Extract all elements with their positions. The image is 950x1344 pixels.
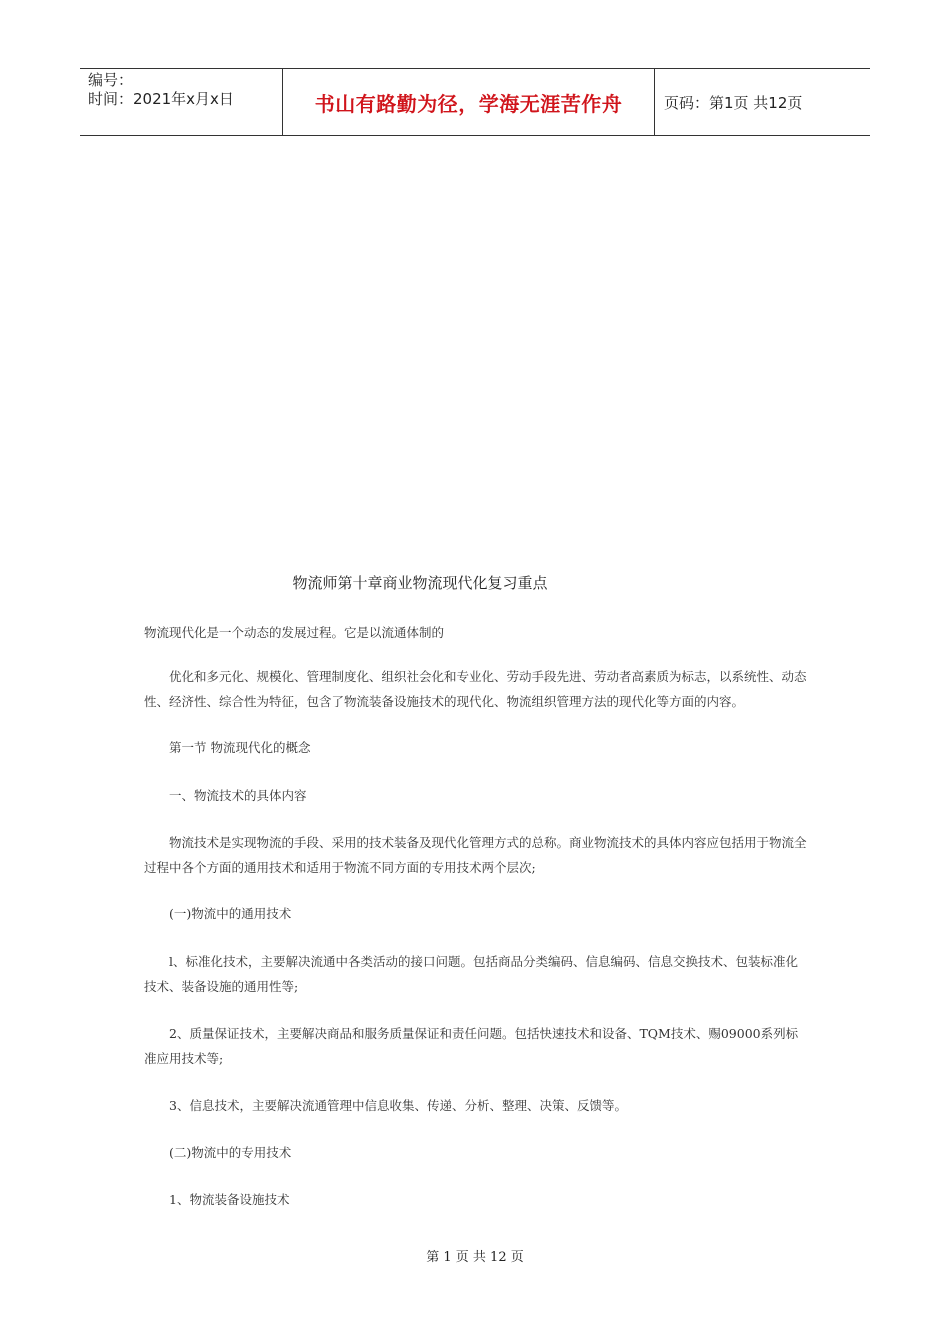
list-item-information: 3、信息技术，主要解决流通管理中信息收集、传递、分析、整理、决策、反馈等。: [169, 1098, 627, 1113]
document-title: 物流师第十章商业物流现代化复习重点: [292, 574, 548, 592]
date-label: 时间：2021年x月x日: [88, 90, 234, 108]
paragraph-logistics-technology: 物流技术是实现物流的手段、采用的技术装备及现代化管理方式的总称。商业物流技术的具体内容应包括用于物流全过程中各个方面的通用技术和适用于物流不同方面的专用技术两个层次;: [144, 835, 807, 875]
list-item-equipment: 1、物流装备设施技术: [169, 1192, 290, 1207]
paragraph-modernization-features: 优化和多元化、规模化、管理制度化、组织社会化和专业化、劳动手段先进、劳动者高素质为标志，以系统性、动态性、经济性、综合性为特征，包含了物流装备设施技术的现代化、物流组织管理方法的现代化等方面的内容。: [144, 669, 807, 709]
subsection-heading-special: (二)物流中的专用技术: [169, 1145, 292, 1160]
section-heading-1: 第一节 物流现代化的概念: [169, 740, 311, 755]
header-page-info: 页码：第1页 共12页: [664, 93, 803, 112]
motto-text: 书山有路勤为径，学海无涯苦作舟: [314, 91, 623, 116]
list-item-standardization: l、标准化技术，主要解决流通中各类活动的接口问题。包括商品分类编码、信息编码、信息交换技术、包装标准化技术、装备设施的通用性等;: [144, 954, 799, 994]
subsection-heading-1: 一、物流技术的具体内容: [169, 788, 307, 803]
subsection-heading-general: (一)物流中的通用技术: [169, 906, 292, 921]
page-footer: 第 1 页 共 12 页: [426, 1250, 524, 1265]
header-page-cell: [655, 69, 870, 135]
paragraph-intro: 物流现代化是一个动态的发展过程。它是以流通体制的: [144, 625, 445, 640]
serial-number-label: 编号：: [88, 71, 134, 89]
document-header: [80, 68, 870, 136]
header-motto-cell: [282, 69, 655, 135]
list-item-quality: 2、质量保证技术，主要解决商品和服务质量保证和责任问题。包括快速技术和设备、TQM技术、赐09000系列标准应用技术等;: [144, 1026, 799, 1066]
header-meta: [80, 69, 282, 135]
